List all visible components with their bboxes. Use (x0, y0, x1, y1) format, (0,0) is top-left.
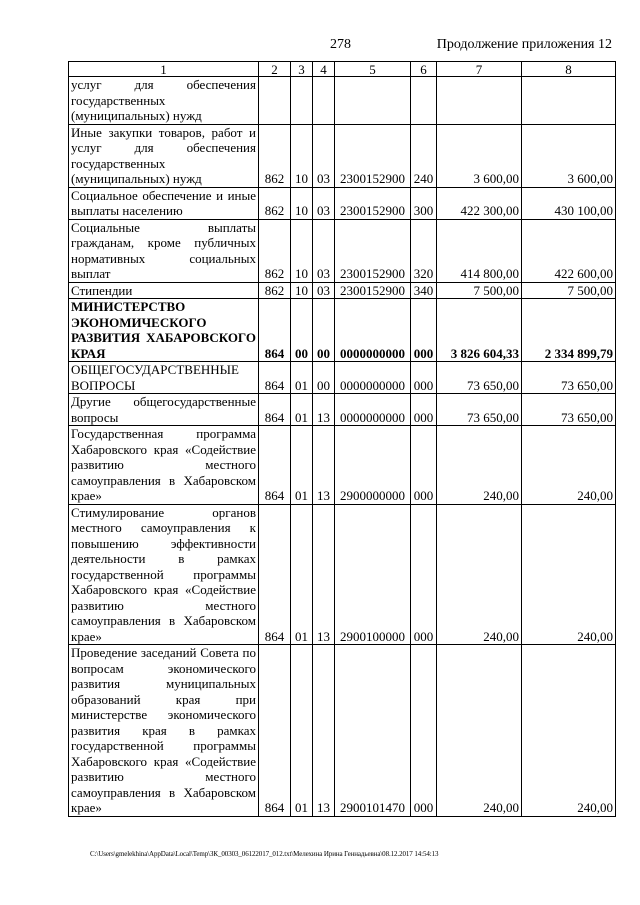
cell-glava: 864 (259, 299, 291, 362)
page-number: 278 (330, 37, 351, 52)
cell-razdel: 10 (291, 187, 313, 219)
cell-sum-1: 73 650,00 (437, 362, 522, 394)
cell-sum-2: 3 600,00 (522, 124, 616, 187)
cell-sum-1: 240,00 (437, 645, 522, 817)
cell-target: 2900100000 (335, 504, 411, 645)
col-header: 1 (69, 62, 259, 77)
cell-glava: 864 (259, 504, 291, 645)
cell-vid: 000 (411, 645, 437, 817)
table-row (69, 362, 616, 394)
col-header: 4 (313, 62, 335, 77)
cell-razdel: 01 (291, 645, 313, 817)
cell-glava: 864 (259, 645, 291, 817)
cell-podrazdel: 13 (313, 426, 335, 505)
cell-sum-2: 422 600,00 (522, 219, 616, 282)
row-name: МИНИСТЕРСТВО ЭКОНОМИЧЕСКОГО РАЗВИТИЯ ХАБАРОВСКОГО КРАЯ (69, 299, 259, 362)
cell-podrazdel: 13 (313, 504, 335, 645)
cell-vid (411, 77, 437, 125)
cell-razdel: 01 (291, 362, 313, 394)
row-name: ОБЩЕГОСУДАРСТВЕННЫЕ ВОПРОСЫ (69, 362, 259, 394)
cell-vid: 000 (411, 362, 437, 394)
table-row (69, 645, 616, 817)
budget-table (68, 61, 616, 817)
col-header: 2 (259, 62, 291, 77)
cell-razdel: 01 (291, 394, 313, 426)
row-name: Иные закупки товаров, работ и услуг для обеспечения государственных (муниципальных) нужд (69, 124, 259, 187)
table-row (69, 426, 616, 505)
cell-sum-1 (437, 77, 522, 125)
cell-sum-1: 240,00 (437, 426, 522, 505)
col-header: 3 (291, 62, 313, 77)
cell-glava: 864 (259, 426, 291, 505)
cell-razdel: 01 (291, 426, 313, 505)
cell-sum-2: 240,00 (522, 504, 616, 645)
cell-podrazdel: 03 (313, 219, 335, 282)
cell-sum-2: 7 500,00 (522, 282, 616, 299)
row-name: Проведение заседаний Совета по вопросам экономического развития муниципальных образований края при министерстве экономического развития края в рамках государственной программы Хабаровского края «Содействие развитию местного самоуправления в Хабаровском крае» (69, 645, 259, 817)
cell-sum-1: 73 650,00 (437, 394, 522, 426)
continuation-label: Продолжение приложения 12 (436, 37, 612, 52)
cell-vid: 000 (411, 299, 437, 362)
cell-target: 2300152900 (335, 187, 411, 219)
cell-sum-2: 73 650,00 (522, 362, 616, 394)
cell-target (335, 77, 411, 125)
cell-glava: 862 (259, 187, 291, 219)
cell-podrazdel: 00 (313, 299, 335, 362)
cell-sum-1: 240,00 (437, 504, 522, 645)
row-name: Социальные выплаты гражданам, кроме публичных нормативных социальных выплат (69, 219, 259, 282)
cell-podrazdel: 03 (313, 124, 335, 187)
table-row (69, 219, 616, 282)
cell-vid: 000 (411, 426, 437, 505)
cell-vid: 240 (411, 124, 437, 187)
cell-sum-2: 240,00 (522, 426, 616, 505)
cell-glava: 862 (259, 124, 291, 187)
row-name: Другие общегосударственные вопросы (69, 394, 259, 426)
table-row (69, 504, 616, 645)
cell-sum-2 (522, 77, 616, 125)
cell-sum-2: 2 334 899,79 (522, 299, 616, 362)
cell-razdel: 10 (291, 282, 313, 299)
cell-target: 2900101470 (335, 645, 411, 817)
cell-razdel: 10 (291, 124, 313, 187)
table-row (69, 187, 616, 219)
cell-target: 0000000000 (335, 362, 411, 394)
cell-sum-1: 422 300,00 (437, 187, 522, 219)
cell-podrazdel: 13 (313, 394, 335, 426)
cell-glava: 862 (259, 282, 291, 299)
cell-podrazdel (313, 77, 335, 125)
cell-sum-1: 3 600,00 (437, 124, 522, 187)
cell-vid: 300 (411, 187, 437, 219)
row-name: Стимулирование органов местного самоуправления к повышению эффективности деятельности в рамках государственной программы Хабаровского края «Содействие развитию местного самоуправления в Хабаровском крае» (69, 504, 259, 645)
row-name: Социальное обеспечение и иные выплаты населению (69, 187, 259, 219)
table-row (69, 282, 616, 299)
row-name: Государственная программа Хабаровского края «Содействие развитию местного самоуправления в Хабаровском крае» (69, 426, 259, 505)
col-header: 5 (335, 62, 411, 77)
cell-podrazdel: 03 (313, 187, 335, 219)
cell-vid: 340 (411, 282, 437, 299)
cell-glava: 864 (259, 394, 291, 426)
cell-podrazdel: 13 (313, 645, 335, 817)
cell-target: 0000000000 (335, 394, 411, 426)
cell-target: 2300152900 (335, 219, 411, 282)
cell-vid: 000 (411, 394, 437, 426)
cell-sum-2: 73 650,00 (522, 394, 616, 426)
cell-podrazdel: 00 (313, 362, 335, 394)
cell-razdel (291, 77, 313, 125)
cell-glava (259, 77, 291, 125)
col-header: 8 (522, 62, 616, 77)
cell-target: 0000000000 (335, 299, 411, 362)
cell-target: 2900000000 (335, 426, 411, 505)
cell-vid: 320 (411, 219, 437, 282)
cell-target: 2300152900 (335, 124, 411, 187)
cell-podrazdel: 03 (313, 282, 335, 299)
cell-sum-1: 3 826 604,33 (437, 299, 522, 362)
cell-sum-2: 430 100,00 (522, 187, 616, 219)
cell-razdel: 10 (291, 219, 313, 282)
cell-target: 2300152900 (335, 282, 411, 299)
cell-sum-2: 240,00 (522, 645, 616, 817)
row-name: услуг для обеспечения государственных (муниципальных) нужд (69, 77, 259, 125)
table-row (69, 124, 616, 187)
cell-sum-1: 7 500,00 (437, 282, 522, 299)
row-name: Стипендии (69, 282, 259, 299)
table-row (69, 77, 616, 125)
col-header: 7 (437, 62, 522, 77)
cell-razdel: 01 (291, 504, 313, 645)
table-row (69, 299, 616, 362)
cell-glava: 864 (259, 362, 291, 394)
cell-sum-1: 414 800,00 (437, 219, 522, 282)
col-header: 6 (411, 62, 437, 77)
cell-glava: 862 (259, 219, 291, 282)
table-header-row (69, 62, 616, 77)
table-row (69, 394, 616, 426)
cell-vid: 000 (411, 504, 437, 645)
cell-razdel: 00 (291, 299, 313, 362)
file-path-footer: C:\Users\gmelekhina\AppData\Local\Temp\ЗК_00303_06122017_012.txt\Мелехина Ирина Геннадьевна\08.12.2017 14:54:13 (90, 850, 439, 858)
